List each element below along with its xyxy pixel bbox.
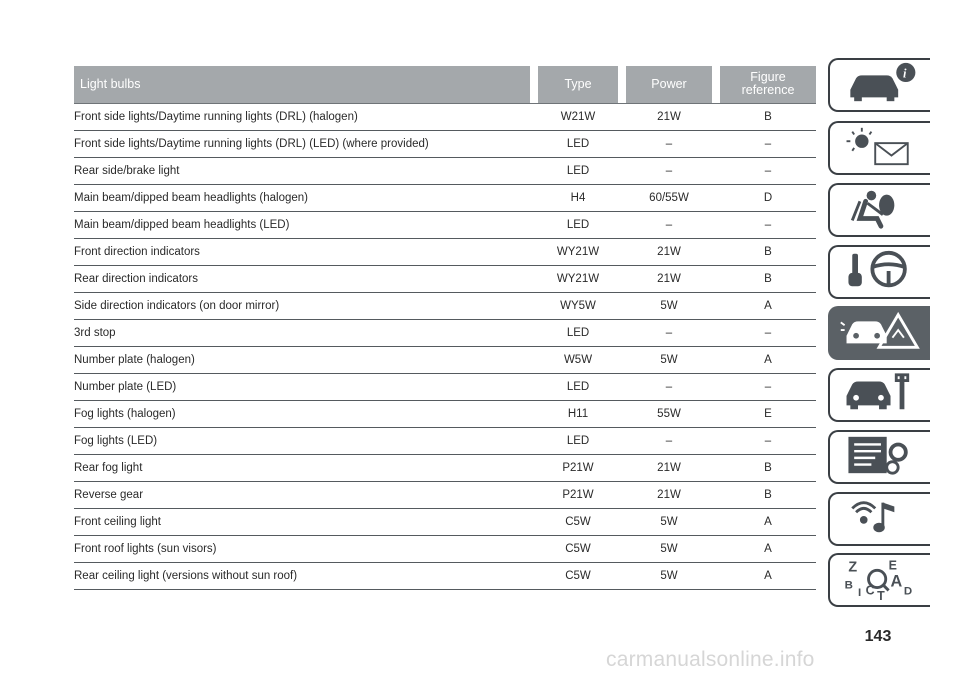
car-info-icon [837, 61, 923, 110]
spacer-cell [712, 319, 720, 346]
svg-text:D: D [903, 584, 913, 597]
spacer-cell [618, 508, 626, 535]
header-type: Type [538, 66, 618, 103]
key-steering-wheel-icon [837, 248, 923, 297]
figure-reference-cell: D [720, 184, 816, 211]
bulb-name-cell: Rear fog light [74, 454, 530, 481]
spacer-cell [530, 103, 538, 130]
header-spacer [618, 66, 626, 103]
multimedia-icon [837, 495, 923, 544]
spacer-cell [618, 454, 626, 481]
bulb-power-cell: 55W [626, 400, 712, 427]
table-row [74, 319, 816, 346]
bulb-type-cell: C5W [538, 562, 618, 589]
figure-reference-cell: – [720, 427, 816, 454]
bulb-name-cell: 3rd stop [74, 319, 530, 346]
bulb-name-cell: Number plate (LED) [74, 373, 530, 400]
figure-reference-cell: A [720, 508, 816, 535]
spacer-cell [530, 535, 538, 562]
spacer-cell [530, 508, 538, 535]
svg-text:Z: Z [848, 558, 858, 575]
figure-reference-cell: A [720, 346, 816, 373]
page-number: 143 [864, 628, 892, 645]
bulb-power-cell: 21W [626, 454, 712, 481]
spacer-cell [530, 265, 538, 292]
spacer-cell [712, 238, 720, 265]
spacer-cell [530, 454, 538, 481]
table-row [74, 346, 816, 373]
bulb-type-cell: P21W [538, 481, 618, 508]
table-row [74, 292, 816, 319]
table-row [74, 373, 816, 400]
spacer-cell [712, 346, 720, 373]
bulb-type-cell: H4 [538, 184, 618, 211]
spacer-cell [712, 184, 720, 211]
technical-data-icon [837, 433, 923, 482]
svg-text:I: I [858, 586, 862, 599]
spacer-cell [530, 184, 538, 211]
bulb-name-cell: Fog lights (halogen) [74, 400, 530, 427]
spacer-cell [618, 130, 626, 157]
header-figure-reference-text: Figure reference [741, 70, 795, 98]
spacer-cell [712, 157, 720, 184]
figure-reference-cell: – [720, 130, 816, 157]
bulb-name-cell: Front side lights/Daytime running lights (DRL) (halogen) [74, 103, 530, 130]
watermark: carmanualsonline.info [606, 648, 815, 671]
table-row [74, 265, 816, 292]
spacer-cell [618, 535, 626, 562]
bulb-type-cell: P21W [538, 454, 618, 481]
index-icon [837, 556, 923, 605]
spacer-cell [530, 481, 538, 508]
spacer-cell [712, 562, 720, 589]
bulb-type-cell: WY21W [538, 238, 618, 265]
spacer-cell [530, 562, 538, 589]
bulb-power-cell: – [626, 319, 712, 346]
bulb-type-cell: LED [538, 130, 618, 157]
table-header-row [74, 66, 816, 103]
car-emergency-icon [837, 309, 923, 358]
table-body [74, 103, 816, 589]
svg-text:E: E [888, 557, 897, 572]
sidebar-tab-car-emergency[interactable] [828, 306, 930, 360]
figure-reference-cell: – [720, 319, 816, 346]
bulb-name-cell: Main beam/dipped beam headlights (LED) [74, 211, 530, 238]
spacer-cell [618, 211, 626, 238]
table-row [74, 157, 816, 184]
figure-reference-cell: A [720, 562, 816, 589]
header-figure-reference [720, 66, 816, 103]
bulb-name-cell: Rear direction indicators [74, 265, 530, 292]
table-row [74, 535, 816, 562]
warning-lights-message-icon [837, 124, 923, 173]
svg-text:A: A [890, 572, 903, 591]
bulb-type-cell: LED [538, 427, 618, 454]
table-row [74, 454, 816, 481]
spacer-cell [530, 373, 538, 400]
spacer-cell [530, 427, 538, 454]
bulb-type-cell: LED [538, 373, 618, 400]
bulb-type-cell: WY5W [538, 292, 618, 319]
table-row [74, 184, 816, 211]
table-row [74, 211, 816, 238]
table-row [74, 400, 816, 427]
bulb-name-cell: Reverse gear [74, 481, 530, 508]
spacer-cell [530, 319, 538, 346]
figure-reference-cell: – [720, 157, 816, 184]
sidebar-tab-car-info[interactable] [828, 58, 930, 112]
spacer-cell [618, 427, 626, 454]
sidebar-tab-airbag-seat[interactable] [828, 183, 930, 237]
sidebar-tab-warning-lights-message[interactable] [828, 121, 930, 175]
spacer-cell [618, 103, 626, 130]
bulb-name-cell: Rear ceiling light (versions without sun roof) [74, 562, 530, 589]
spacer-cell [712, 454, 720, 481]
bulb-power-cell: – [626, 130, 712, 157]
bulb-power-cell: – [626, 211, 712, 238]
bulb-name-cell: Front direction indicators [74, 238, 530, 265]
figure-reference-cell: A [720, 292, 816, 319]
spacer-cell [530, 346, 538, 373]
bulb-power-cell: 21W [626, 103, 712, 130]
bulb-name-cell: Side direction indicators (on door mirror) [74, 292, 530, 319]
table-row [74, 481, 816, 508]
spacer-cell [530, 211, 538, 238]
bulb-type-cell: WY21W [538, 265, 618, 292]
spacer-cell [712, 427, 720, 454]
bulb-power-cell: – [626, 157, 712, 184]
spacer-cell [618, 265, 626, 292]
spacer-cell [712, 292, 720, 319]
figure-reference-cell: A [720, 535, 816, 562]
bulb-type-cell: C5W [538, 535, 618, 562]
spacer-cell [618, 562, 626, 589]
bulb-power-cell: 21W [626, 265, 712, 292]
spacer-cell [618, 319, 626, 346]
svg-text:B: B [844, 579, 853, 592]
bulb-type-cell: LED [538, 319, 618, 346]
spacer-cell [530, 292, 538, 319]
spacer-cell [618, 157, 626, 184]
bulb-power-cell: – [626, 427, 712, 454]
table-row [74, 427, 816, 454]
sidebar-tab-key-steering-wheel[interactable] [828, 245, 930, 299]
bulb-power-cell: 60/55W [626, 184, 712, 211]
spacer-cell [712, 481, 720, 508]
light-bulbs-table [74, 66, 816, 590]
sidebar-tab-index[interactable] [828, 553, 930, 607]
figure-reference-cell: – [720, 373, 816, 400]
header-light-bulbs: Light bulbs [74, 66, 530, 103]
car-maintenance-icon [837, 371, 923, 420]
spacer-cell [712, 373, 720, 400]
bulb-name-cell: Front ceiling light [74, 508, 530, 535]
bulb-power-cell: 5W [626, 562, 712, 589]
sidebar-tab-technical-data[interactable] [828, 430, 930, 484]
bulb-name-cell: Number plate (halogen) [74, 346, 530, 373]
header-spacer [712, 66, 720, 103]
spacer-cell [618, 292, 626, 319]
figure-reference-cell: E [720, 400, 816, 427]
spacer-cell [530, 130, 538, 157]
sidebar-tab-car-maintenance[interactable] [828, 368, 930, 422]
spacer-cell [618, 373, 626, 400]
spacer-cell [618, 400, 626, 427]
spacer-cell [618, 481, 626, 508]
bulb-type-cell: W5W [538, 346, 618, 373]
airbag-seat-icon [837, 186, 923, 235]
spacer-cell [712, 265, 720, 292]
spacer-cell [530, 157, 538, 184]
figure-reference-cell: B [720, 454, 816, 481]
spacer-cell [530, 400, 538, 427]
bulb-power-cell: 21W [626, 238, 712, 265]
bulb-type-cell: LED [538, 211, 618, 238]
figure-reference-cell: B [720, 238, 816, 265]
header-power: Power [626, 66, 712, 103]
table-row [74, 508, 816, 535]
spacer-cell [712, 103, 720, 130]
figure-reference-cell: B [720, 265, 816, 292]
spacer-cell [618, 238, 626, 265]
spacer-cell [618, 346, 626, 373]
sidebar-tab-multimedia[interactable] [828, 492, 930, 546]
bulb-power-cell: – [626, 373, 712, 400]
bulb-name-cell: Fog lights (LED) [74, 427, 530, 454]
spacer-cell [618, 184, 626, 211]
figure-reference-cell: – [720, 211, 816, 238]
table-row [74, 103, 816, 130]
spacer-cell [712, 535, 720, 562]
bulb-name-cell: Rear side/brake light [74, 157, 530, 184]
figure-reference-cell: B [720, 103, 816, 130]
bulb-type-cell: W21W [538, 103, 618, 130]
bulb-power-cell: 5W [626, 346, 712, 373]
bulb-type-cell: LED [538, 157, 618, 184]
table-row [74, 238, 816, 265]
bulb-power-cell: 5W [626, 535, 712, 562]
bulb-type-cell: C5W [538, 508, 618, 535]
header-spacer [530, 66, 538, 103]
spacer-cell [712, 400, 720, 427]
svg-text:i: i [902, 65, 907, 80]
table-row [74, 562, 816, 589]
bulb-power-cell: 21W [626, 481, 712, 508]
svg-text:T: T [877, 588, 885, 600]
svg-text:C: C [865, 582, 875, 597]
spacer-cell [712, 211, 720, 238]
bulb-name-cell: Front roof lights (sun visors) [74, 535, 530, 562]
table-row [74, 130, 816, 157]
bulb-type-cell: H11 [538, 400, 618, 427]
bulb-name-cell: Main beam/dipped beam headlights (halogen) [74, 184, 530, 211]
spacer-cell [712, 508, 720, 535]
bulb-power-cell: 5W [626, 508, 712, 535]
bulb-name-cell: Front side lights/Daytime running lights (DRL) (LED) (where provided) [74, 130, 530, 157]
spacer-cell [712, 130, 720, 157]
figure-reference-cell: B [720, 481, 816, 508]
spacer-cell [530, 238, 538, 265]
bulb-power-cell: 5W [626, 292, 712, 319]
